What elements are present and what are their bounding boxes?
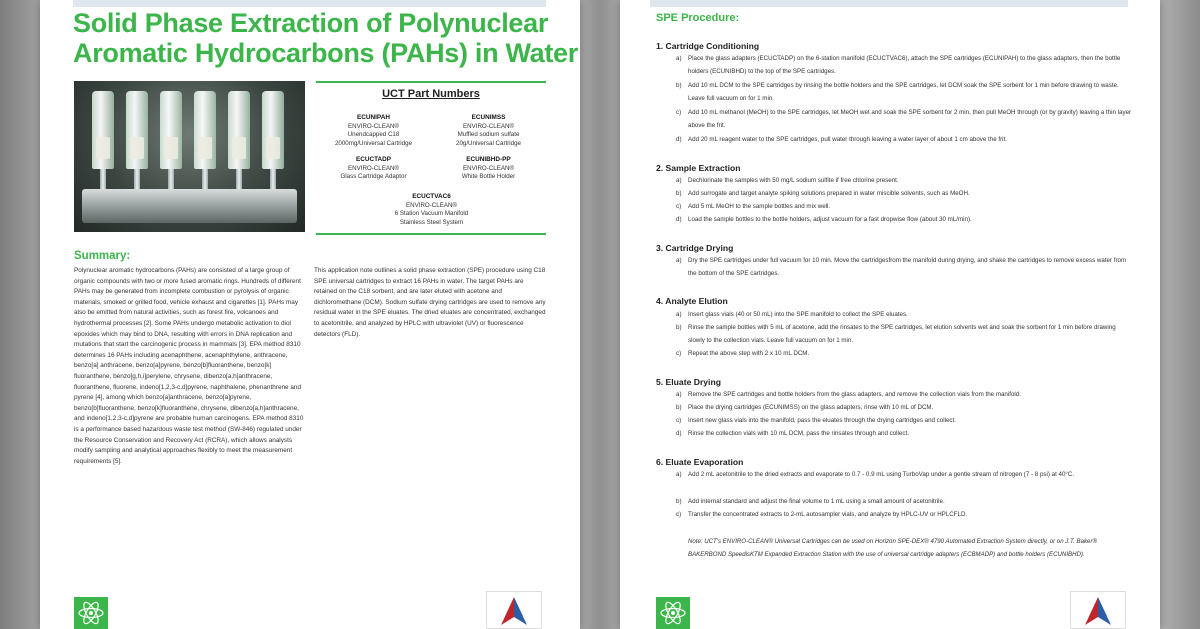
part-code: ECUNIBHD-PP — [466, 156, 511, 163]
cartridge — [126, 91, 148, 169]
cartridge-stem — [236, 169, 242, 191]
part-desc: Muffled sodium sulfate — [457, 131, 520, 139]
procedure-step — [676, 402, 1132, 415]
step-text: Add 10 mL methanol (MeOH) to the SPE cartridges, let MeOH wet and soak the SPE sorbent for 2 min, then pull MeOH through (or by gravity) leaving a thin layer above the frit. — [688, 109, 1132, 129]
step-label: a) — [676, 55, 682, 62]
cartridge — [160, 91, 182, 169]
step-label: a) — [676, 471, 682, 478]
section-heading: 2. Sample Extraction — [656, 163, 741, 173]
part-brand: ENVIRO-CLEAN® — [348, 164, 399, 172]
procedure-step — [676, 348, 1132, 361]
step-text: Add 10 mL DCM to the SPE cartridges by rinsing the bottle holders and the SPE cartridges, let DCM soak the SPE sorbent for 1 min before drawing to waste. Leave full vacuum on for 1 min. — [688, 82, 1119, 102]
procedure-step — [676, 309, 1132, 322]
step-label: b) — [676, 324, 682, 331]
background-gutter — [580, 0, 620, 629]
step-text: Insert new glass vials into the manifold, pass the eluates through the drying cartridges and collect. — [688, 417, 956, 424]
procedure-step — [676, 389, 1132, 402]
atom-logo-icon — [74, 597, 108, 629]
section-heading: 6. Eluate Evaporation — [656, 457, 744, 467]
step-text: Rinse the sample bottles with 5 mL of acetone, add the rinsates to the SPE cartridges, let elution solvents wet and soak the sorbent for 1 min before drawing slowly to the collection vials. Leave full vacuum on for 1 min. — [688, 324, 1116, 344]
part-ecunipah — [316, 114, 431, 148]
part-desc: Stainless Steel System — [399, 218, 464, 226]
cartridge-note: Note: UCT's ENVIRO-CLEAN® Universal Cartridges can be used on Horizon SPE-DEX® 4790 Automated Extraction System directly, or on J.T. Baker® BAKERBOND SpeedisKTM Expanded Extraction Station with the use of universal cartridge adapters (ECBMADP) and bottle holders (ECUNIBHD). — [688, 538, 1097, 558]
document-page-left — [40, 0, 580, 629]
procedure-step — [676, 201, 1132, 214]
step-label: d) — [676, 430, 682, 437]
step-label: c) — [676, 109, 682, 116]
part-ecuctadp — [316, 156, 431, 182]
step-text: Dechlorinate the samples with 50 mg/L sodium sulfite if free chlorine present. — [688, 177, 899, 184]
page-header-bar — [73, 0, 546, 7]
summary-paragraph-1: Polynuclear aromatic hydrocarbons (PAHs) are consisted of a large group of organic compounds with two or more fused aromatic rings. Hundreds of different PAHs may be generated from incomplete combustion or pyrolysis of organic materials, smoked or grilled food, vehicle exhaust and cigarettes [1]. PAHs may also be emitted from natural activities, such as forest fire, volcanoes and hydrothermal processes [2]. Some PAHs undergo metabolic activation to diol epoxides which may bind to DNA, resulting with errors in DNA replication and mutations that start the carcinogenic process in mammals [3]. EPA method 8310 determines 16 PAHs including acenaphthene, acenaphthylene, anthracene, benzo[a] anthracene, benzo[a]pyrene, benzo[b]fluoranthene, benzo[k] fluoranthene, benzo[g,h,i]perylene, chrysene, dibenzo[a,h]anthracene, fluoranthene, fluorene, indeno[1,2,3-c,d]pyrene, naphthalene, phenanthrene and pyrene [4], among which benzo[a]anthracene, benzo[a]pyrene, benzo[b]fluoranthene, benzo[k]fluoranthene, chrysene, dibenzo[a,h]anthracene, and indeno[1,2,3-c,d]pyrene are probable human carcinogens. EPA method 8310 is a performance based hazardous waste test method (SW-846) regulated under the Resource Conservation and Recovery Act (RCRA), which allows analysts modify sampling and analytical approaches flexibly to meet the measurement requirements [5]. — [74, 267, 304, 465]
part-brand: ENVIRO-CLEAN® — [463, 122, 514, 130]
step-label: b) — [676, 498, 682, 505]
summary-heading: Summary: — [74, 250, 131, 262]
part-desc: 6 Station Vacuum Manifold — [394, 210, 469, 218]
summary-paragraph-2: This application note outlines a solid phase extraction (SPE) procedure using C18 SPE universal cartridges to extract 16 PAHs in water. The target PAHs are retained on the C18 sorbent, and are later eluted with acetone and dichloromethane (DCM). Sodium sulfate drying cartridges are used to remove any residual water in the SPE eluates. The dried eluates are concentrated, exchanged to acetonitrile, and analyzed by HPLC with ultraviolet (UV) or fluorescence detectors (FLD). — [314, 267, 546, 338]
step-text: Remove the SPE cartridges and bottle holders from the glass adapters, and remove the collection vials from the manifold. — [688, 391, 1021, 398]
step-label: b) — [676, 190, 682, 197]
cartridge — [92, 91, 114, 169]
title-line-1: Solid Phase Extraction of Polynuclear — [73, 8, 549, 38]
step-text: Dry the SPE cartridges under full vacuum for 10 min. Move the cartridgesfrom the manifold during drying, and shake the cartridges to remove excess water from the bottom of the SPE cartridges. — [688, 257, 1127, 277]
step-text: Transfer the concentrated extracts to 2-mL autosampler vials, and analyze by HPLC-UV or HPLCFLD. — [688, 511, 968, 518]
cartridge — [228, 91, 250, 169]
atom-logo-icon — [656, 597, 690, 629]
procedure-step — [676, 415, 1132, 428]
cartridge-stem — [202, 169, 208, 191]
step-text: Insert glass vials (40 or 50 mL) into the SPE manifold to collect the SPE eluates. — [688, 311, 908, 318]
procedure-step — [676, 80, 1132, 106]
cartridge — [262, 91, 284, 169]
background-left — [0, 0, 40, 629]
procedure-step — [676, 496, 1132, 509]
cartridge-stem — [168, 169, 174, 191]
cartridge-stem — [270, 169, 276, 191]
step-text: Add 20 mL reagent water to the SPE cartridges, pull water through leaving a water layer of about 1 cm above the frit. — [688, 136, 1007, 143]
procedure-step — [676, 175, 1132, 188]
step-text: Rinse the collection vials with 10 mL DCM, pass the rinsates through and collect. — [688, 430, 909, 437]
part-desc: Unendcapped C18 — [347, 131, 400, 139]
part-brand: ENVIRO-CLEAN® — [348, 122, 399, 130]
document-title — [73, 8, 578, 68]
part-ecuctvac6 — [374, 193, 489, 227]
document-page-right — [620, 0, 1160, 629]
part-code: ECUCTVAC6 — [412, 193, 451, 200]
parts-heading: UCT Part Numbers — [316, 81, 546, 100]
procedure-step — [676, 188, 1132, 201]
part-desc: Glass Cartridge Adaptor — [340, 173, 407, 181]
part-brand: ENVIRO-CLEAN® — [463, 164, 514, 172]
step-label: c) — [676, 511, 682, 518]
step-label: b) — [676, 404, 682, 411]
cartridge-stem — [134, 169, 140, 191]
part-code: ECUNIPAH — [357, 114, 390, 121]
procedure-step — [676, 255, 1132, 281]
part-ecunibhd-pp — [431, 156, 546, 182]
step-text: Place the drying cartridges (ECUNIMSS) on the glass adapters, rinse with 10 mL of DCM. — [688, 404, 934, 411]
procedure-step — [676, 469, 1132, 482]
step-label: d) — [676, 216, 682, 223]
part-brand: ENVIRO-CLEAN® — [406, 201, 457, 209]
step-text: Add surrogate and target analyte spiking solutions prepared in water miscible solvents, such as MeOH. — [688, 190, 970, 197]
step-text: Repeat the above step with 2 x 10 mL DCM. — [688, 350, 810, 357]
title-line-2: Aromatic Hydrocarbons (PAHs) in Water — [73, 38, 578, 68]
step-label: c) — [676, 417, 682, 424]
manifold-photo — [74, 81, 305, 232]
vacuum-manifold — [82, 189, 297, 223]
triangle-logo-icon — [486, 591, 542, 629]
triangle-logo-icon — [1070, 591, 1126, 629]
part-code: ECUCTADP — [355, 156, 392, 163]
step-label: a) — [676, 391, 682, 398]
part-desc: 2000mg/Universal Cartridge — [334, 139, 413, 147]
parts-divider — [316, 233, 546, 235]
section-heading: 1. Cartridge Conditioning — [656, 41, 760, 51]
part-desc: White Bottle Holder — [461, 173, 516, 181]
step-label: a) — [676, 177, 682, 184]
step-text: Load the sample bottles to the bottle holders, adjust vacuum for a fast dropwise flow (about 30 mL/min). — [688, 216, 972, 223]
part-ecunimss — [431, 114, 546, 148]
procedure-step — [676, 509, 1132, 522]
step-label: a) — [676, 311, 682, 318]
section-heading: 4. Analyte Elution — [656, 296, 728, 306]
step-label: a) — [676, 257, 682, 264]
procedure-step — [676, 53, 1132, 79]
step-text: Add 5 mL MeOH to the sample bottles and mix well. — [688, 203, 831, 210]
step-text: Add 2 mL acetonitrile to the dried extracts and evaporate to 0.7 - 0.9 mL using TurboVap under a gentle stream of nitrogen (7 - 8 psi) at 40°C. — [688, 471, 1075, 478]
procedure-step — [676, 214, 1132, 227]
page-header-bar — [650, 0, 1128, 7]
step-text: Add internal standard and adjust the final volume to 1 mL using a small amount of acetonitrile. — [688, 498, 945, 505]
spe-procedure-heading: SPE Procedure: — [656, 12, 740, 24]
section-heading: 5. Eluate Drying — [656, 377, 721, 387]
procedure-step — [676, 134, 1132, 147]
step-label: c) — [676, 350, 682, 357]
part-code: ECUNIMSS — [471, 114, 506, 121]
procedure-step — [676, 428, 1132, 441]
step-text: Place the glass adapters (ECUCTADP) on the 6-station manifold (ECUCTVAC6), attach the SPE cartridges (ECUNIPAH) to the glass adapters, then the bottle holders (ECUNIBHD) to the top of the SPE cartridges. — [688, 55, 1121, 75]
procedure-step — [676, 322, 1132, 348]
section-heading: 3. Cartridge Drying — [656, 243, 734, 253]
step-label: d) — [676, 136, 682, 143]
cartridge-stem — [100, 169, 106, 191]
cartridge — [194, 91, 216, 169]
background-right — [1160, 0, 1200, 629]
procedure-step — [676, 107, 1132, 133]
part-desc: 20g/Universal Cartridge — [456, 139, 521, 147]
step-label: b) — [676, 82, 682, 89]
step-label: c) — [676, 203, 682, 210]
